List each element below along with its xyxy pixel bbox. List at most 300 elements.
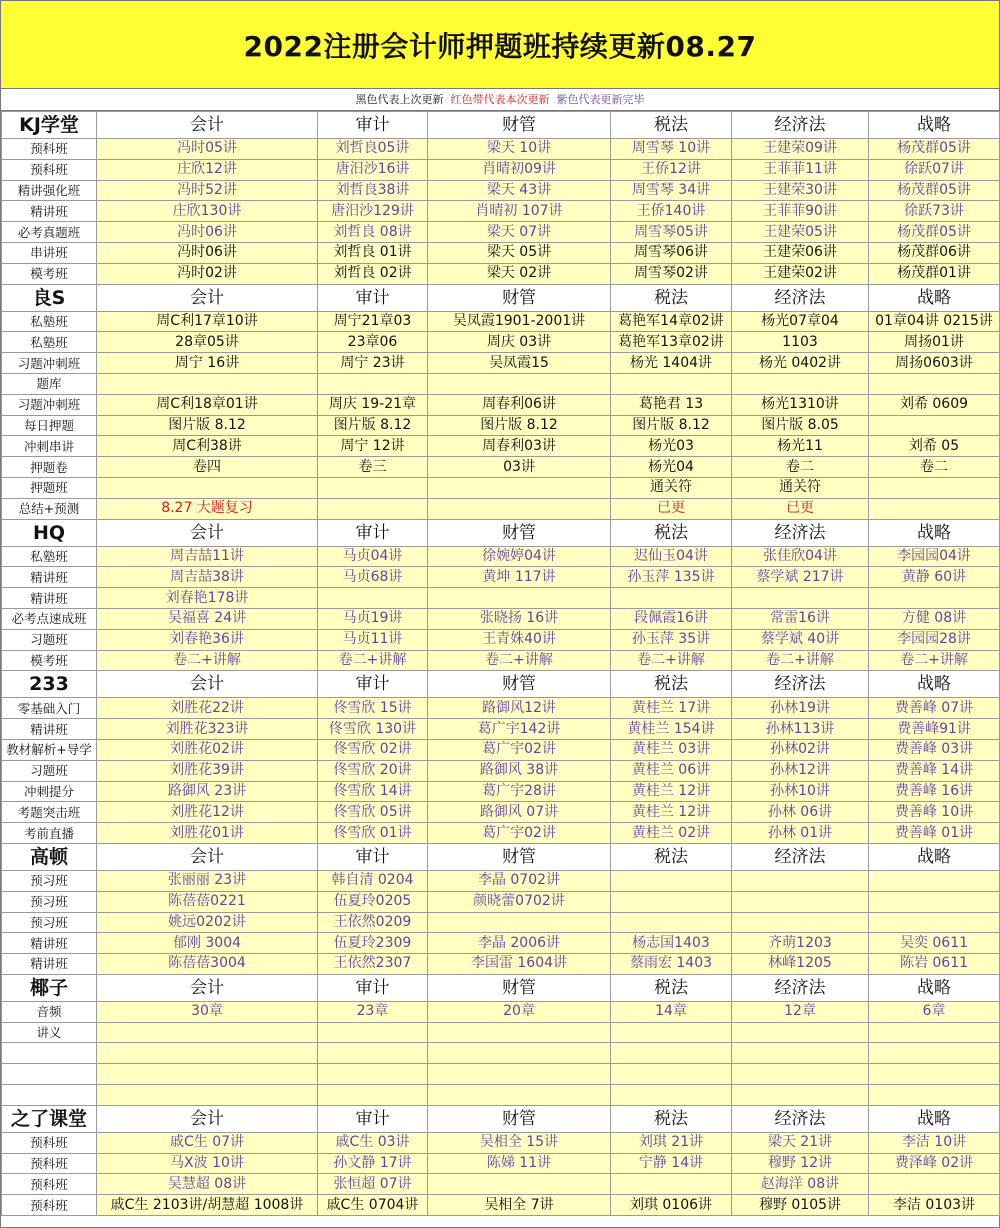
table-cell: 迟仙玉04讲 bbox=[611, 546, 732, 567]
table-row bbox=[2, 1064, 1000, 1085]
table-cell: 肖晴初 107讲 bbox=[428, 201, 611, 222]
table-cell bbox=[611, 1043, 732, 1064]
table-row bbox=[2, 933, 1000, 954]
table-row bbox=[2, 588, 1000, 609]
section-header-row bbox=[2, 284, 1000, 311]
table-cell: 刘希 0609 bbox=[869, 394, 1000, 415]
row-label: 押题卷 bbox=[2, 457, 97, 478]
subject-header: 税法 bbox=[611, 974, 732, 1001]
table-cell: 杨光11 bbox=[732, 436, 869, 457]
table-row bbox=[2, 1132, 1000, 1153]
table-cell bbox=[611, 891, 732, 912]
table-cell: 葛艳军14章02讲 bbox=[611, 311, 732, 332]
subject-header: 经济法 bbox=[732, 519, 869, 546]
table-cell: 王建荣05讲 bbox=[732, 222, 869, 243]
table-cell: 卷三 bbox=[318, 457, 428, 478]
table-cell: 28章05讲 bbox=[97, 332, 318, 353]
section-header-row bbox=[2, 843, 1000, 870]
subject-header: 财管 bbox=[428, 1105, 611, 1132]
table-cell: 赵海洋 08讲 bbox=[732, 1174, 869, 1195]
row-label: 精讲班 bbox=[2, 567, 97, 588]
table-cell: 周C利18章01讲 bbox=[97, 394, 318, 415]
table-cell: 佟雪欣 05讲 bbox=[318, 802, 428, 823]
subject-header: 战略 bbox=[869, 284, 1000, 311]
table-row bbox=[2, 608, 1000, 629]
section-header-row bbox=[2, 112, 1000, 139]
subject-header: 经济法 bbox=[732, 1105, 869, 1132]
table-cell: 费泽峰 02讲 bbox=[869, 1153, 1000, 1174]
row-label bbox=[2, 1043, 97, 1064]
table-cell: 杨茂群05讲 bbox=[869, 180, 1000, 201]
table-cell bbox=[428, 588, 611, 609]
table-row bbox=[2, 1153, 1000, 1174]
table-cell: 杨光07章04 bbox=[732, 311, 869, 332]
table-cell: 卷二+讲解 bbox=[869, 650, 1000, 671]
table-cell: 王菲菲90讲 bbox=[732, 201, 869, 222]
table-cell: 费善峰 10讲 bbox=[869, 802, 1000, 823]
table-row bbox=[2, 415, 1000, 436]
row-label: 精讲班 bbox=[2, 954, 97, 975]
table-cell: 李园园28讲 bbox=[869, 629, 1000, 650]
table-cell: 黄桂兰 17讲 bbox=[611, 698, 732, 719]
table-cell: 1103 bbox=[732, 332, 869, 353]
table-cell: 黄桂兰 12讲 bbox=[611, 781, 732, 802]
table-cell bbox=[869, 891, 1000, 912]
table-cell bbox=[732, 588, 869, 609]
subject-header: 审计 bbox=[318, 519, 428, 546]
table-cell bbox=[428, 1022, 611, 1043]
table-cell: 庄欣130讲 bbox=[97, 201, 318, 222]
table-cell bbox=[428, 912, 611, 933]
table-row bbox=[2, 477, 1000, 498]
row-label: 精讲班 bbox=[2, 719, 97, 740]
row-label: 必考点速成班 bbox=[2, 608, 97, 629]
table-cell bbox=[869, 870, 1000, 891]
table-cell: 伍夏玲0205 bbox=[318, 891, 428, 912]
row-label: 冲刺提分 bbox=[2, 781, 97, 802]
row-label: 预习班 bbox=[2, 870, 97, 891]
table-cell: 王依然2307 bbox=[318, 954, 428, 975]
table-cell: 刘胜花02讲 bbox=[97, 739, 318, 760]
table-row bbox=[2, 912, 1000, 933]
table-cell: 吴慧超 08讲 bbox=[97, 1174, 318, 1195]
table-cell: 孙林113讲 bbox=[732, 719, 869, 740]
legend-purple: 紫色代表更新完毕 bbox=[556, 93, 645, 106]
table-cell: 黄桂兰 12讲 bbox=[611, 802, 732, 823]
table-cell bbox=[611, 1174, 732, 1195]
table-row bbox=[2, 719, 1000, 740]
table-cell: 6章 bbox=[869, 1001, 1000, 1022]
table-cell: 梁天 21讲 bbox=[732, 1132, 869, 1153]
subject-header: 经济法 bbox=[732, 112, 869, 139]
subject-header: 审计 bbox=[318, 974, 428, 1001]
table-cell: 卷二+讲解 bbox=[97, 650, 318, 671]
table-cell: 20章 bbox=[428, 1001, 611, 1022]
table-cell: 陈岩 0611 bbox=[869, 954, 1000, 975]
table-cell: 01章04讲 0215讲 bbox=[869, 311, 1000, 332]
table-cell bbox=[97, 1064, 318, 1085]
table-cell: 伍夏玲2309 bbox=[318, 933, 428, 954]
table-cell: 王侨140讲 bbox=[611, 201, 732, 222]
table-cell bbox=[97, 477, 318, 498]
table-cell bbox=[318, 498, 428, 519]
table-cell: 费善峰91讲 bbox=[869, 719, 1000, 740]
table-cell bbox=[428, 1064, 611, 1085]
row-label: 预科班 bbox=[2, 1153, 97, 1174]
subject-header: 税法 bbox=[611, 1105, 732, 1132]
table-cell: 周雪琴 10讲 bbox=[611, 139, 732, 160]
table-cell: 吴相全 7讲 bbox=[428, 1195, 611, 1216]
table-cell: 孙林02讲 bbox=[732, 739, 869, 760]
table-cell: 周扬0603讲 bbox=[869, 353, 1000, 374]
table-row bbox=[2, 394, 1000, 415]
table-row bbox=[2, 222, 1000, 243]
row-label: 音频 bbox=[2, 1001, 97, 1022]
table-cell: 杨茂群05讲 bbox=[869, 222, 1000, 243]
table-row bbox=[2, 650, 1000, 671]
table-cell bbox=[732, 1022, 869, 1043]
table-cell: 周庆 03讲 bbox=[428, 332, 611, 353]
table-cell bbox=[318, 1064, 428, 1085]
table-cell: 齐萌1203 bbox=[732, 933, 869, 954]
table-row bbox=[2, 739, 1000, 760]
table-cell bbox=[318, 1022, 428, 1043]
table-row bbox=[2, 1001, 1000, 1022]
table-cell bbox=[869, 373, 1000, 394]
table-cell: 梁天 02讲 bbox=[428, 263, 611, 284]
table-cell: 冯时52讲 bbox=[97, 180, 318, 201]
table-row bbox=[2, 870, 1000, 891]
table-cell: 马X波 10讲 bbox=[97, 1153, 318, 1174]
row-label: 题库 bbox=[2, 373, 97, 394]
table-cell: 费善峰 03讲 bbox=[869, 739, 1000, 760]
table-cell: 周吉喆38讲 bbox=[97, 567, 318, 588]
color-legend bbox=[1, 89, 999, 111]
table-cell: 刘胜花323讲 bbox=[97, 719, 318, 740]
table-cell: 周庆 19-21章 bbox=[318, 394, 428, 415]
subject-header: 财管 bbox=[428, 974, 611, 1001]
table-row bbox=[2, 498, 1000, 519]
table-cell: 刘哲良05讲 bbox=[318, 139, 428, 160]
row-label: 预习班 bbox=[2, 891, 97, 912]
table-cell: 黄桂兰 02讲 bbox=[611, 823, 732, 844]
row-label: 预科班 bbox=[2, 1132, 97, 1153]
subject-header: 会计 bbox=[97, 974, 318, 1001]
section-header-row bbox=[2, 974, 1000, 1001]
table-cell: 马贞11讲 bbox=[318, 629, 428, 650]
table-cell: 刘春艳178讲 bbox=[97, 588, 318, 609]
table-cell: 张佳欣04讲 bbox=[732, 546, 869, 567]
table-cell: 韩自清 0204 bbox=[318, 870, 428, 891]
table-row bbox=[2, 1174, 1000, 1195]
subject-header: 税法 bbox=[611, 284, 732, 311]
table-cell: 路御风12讲 bbox=[428, 698, 611, 719]
table-cell: 冯时06讲 bbox=[97, 222, 318, 243]
table-cell bbox=[869, 415, 1000, 436]
table-cell: 周宁 12讲 bbox=[318, 436, 428, 457]
table-cell: 吴凤霞15 bbox=[428, 353, 611, 374]
section-header-row bbox=[2, 671, 1000, 698]
table-cell: 刘哲良 08讲 bbox=[318, 222, 428, 243]
subject-header: 战略 bbox=[869, 519, 1000, 546]
table-cell bbox=[869, 912, 1000, 933]
table-cell: 马贞68讲 bbox=[318, 567, 428, 588]
table-cell: 穆野 12讲 bbox=[732, 1153, 869, 1174]
row-label: 习题冲刺班 bbox=[2, 353, 97, 374]
table-cell: 王侨12讲 bbox=[611, 159, 732, 180]
legend-red: 红色带代表本次更新 bbox=[450, 93, 550, 106]
table-cell: 通关符 bbox=[611, 477, 732, 498]
subject-header: 财管 bbox=[428, 112, 611, 139]
row-label: 押题班 bbox=[2, 477, 97, 498]
table-cell: 李洁 0103讲 bbox=[869, 1195, 1000, 1216]
table-cell: 23章06 bbox=[318, 332, 428, 353]
row-label: 精讲班 bbox=[2, 201, 97, 222]
table-cell: 佟雪欣 02讲 bbox=[318, 739, 428, 760]
table-row bbox=[2, 567, 1000, 588]
subject-header: 经济法 bbox=[732, 974, 869, 1001]
row-label: 习题班 bbox=[2, 760, 97, 781]
table-cell: 杨茂群06讲 bbox=[869, 242, 1000, 263]
table-cell: 周C利38讲 bbox=[97, 436, 318, 457]
table-cell: 黄桂兰 03讲 bbox=[611, 739, 732, 760]
table-cell bbox=[428, 1043, 611, 1064]
subject-header: 税法 bbox=[611, 519, 732, 546]
table-cell: 吴凤霞1901-2001讲 bbox=[428, 311, 611, 332]
table-cell bbox=[869, 1085, 1000, 1106]
table-cell: 图片版 8.12 bbox=[318, 415, 428, 436]
table-cell: 马贞04讲 bbox=[318, 546, 428, 567]
row-label: 模考班 bbox=[2, 263, 97, 284]
table-cell bbox=[869, 1064, 1000, 1085]
table-cell bbox=[611, 912, 732, 933]
table-cell: 常雷16讲 bbox=[732, 608, 869, 629]
table-cell bbox=[97, 1043, 318, 1064]
table-cell bbox=[318, 477, 428, 498]
table-cell bbox=[97, 373, 318, 394]
table-cell: 路御风 38讲 bbox=[428, 760, 611, 781]
table-cell bbox=[732, 891, 869, 912]
table-row bbox=[2, 629, 1000, 650]
table-row bbox=[2, 242, 1000, 263]
table-cell: 卷二+讲解 bbox=[732, 650, 869, 671]
table-cell: 张丽丽 23讲 bbox=[97, 870, 318, 891]
table-cell: 周雪琴 34讲 bbox=[611, 180, 732, 201]
table-cell: 王建荣30讲 bbox=[732, 180, 869, 201]
table-cell: 图片版 8.12 bbox=[97, 415, 318, 436]
row-label: 总结+预测 bbox=[2, 498, 97, 519]
subject-header: 审计 bbox=[318, 843, 428, 870]
subject-header: 战略 bbox=[869, 112, 1000, 139]
table-cell: 佟雪欣 130讲 bbox=[318, 719, 428, 740]
table-cell: 刘胜花12讲 bbox=[97, 802, 318, 823]
subject-header: 财管 bbox=[428, 843, 611, 870]
table-cell: 费善峰 14讲 bbox=[869, 760, 1000, 781]
table-cell: 已更 bbox=[732, 498, 869, 519]
section-org-name: 良S bbox=[2, 284, 97, 311]
table-cell: 卷四 bbox=[97, 457, 318, 478]
table-cell: 14章 bbox=[611, 1001, 732, 1022]
row-label: 零基础入门 bbox=[2, 698, 97, 719]
row-label: 考前直播 bbox=[2, 823, 97, 844]
table-cell: 卷二 bbox=[869, 457, 1000, 478]
table-row bbox=[2, 698, 1000, 719]
section-org-name: 之了课堂 bbox=[2, 1105, 97, 1132]
course-table-body bbox=[2, 112, 1000, 1216]
table-cell: 葛广宇142讲 bbox=[428, 719, 611, 740]
sheet-title: 2022注册会计师押题班持续更新08.27 bbox=[1, 1, 999, 89]
table-cell: 蔡雨宏 1403 bbox=[611, 954, 732, 975]
table-cell: 马贞19讲 bbox=[318, 608, 428, 629]
table-cell: 费善峰 07讲 bbox=[869, 698, 1000, 719]
row-label: 习题班 bbox=[2, 629, 97, 650]
table-cell bbox=[318, 588, 428, 609]
subject-header: 经济法 bbox=[732, 671, 869, 698]
table-cell: 孙玉萍 35讲 bbox=[611, 629, 732, 650]
table-cell: 刘希 05 bbox=[869, 436, 1000, 457]
table-cell: 蔡学斌 40讲 bbox=[732, 629, 869, 650]
table-cell: 孙林10讲 bbox=[732, 781, 869, 802]
subject-header: 税法 bbox=[611, 671, 732, 698]
table-cell: 庄欣12讲 bbox=[97, 159, 318, 180]
table-row bbox=[2, 1022, 1000, 1043]
table-cell: 黄坤 117讲 bbox=[428, 567, 611, 588]
table-cell bbox=[611, 1022, 732, 1043]
subject-header: 会计 bbox=[97, 112, 318, 139]
table-cell: 刘哲良 01讲 bbox=[318, 242, 428, 263]
row-label: 预科班 bbox=[2, 1195, 97, 1216]
table-cell: 陈娣 11讲 bbox=[428, 1153, 611, 1174]
section-org-name: 高顿 bbox=[2, 843, 97, 870]
row-label bbox=[2, 1064, 97, 1085]
table-row bbox=[2, 353, 1000, 374]
table-row bbox=[2, 201, 1000, 222]
table-cell: 李洁 10讲 bbox=[869, 1132, 1000, 1153]
section-header-row bbox=[2, 1105, 1000, 1132]
table-cell: 费善峰 01讲 bbox=[869, 823, 1000, 844]
section-org-name: HQ bbox=[2, 519, 97, 546]
row-label: 教材解析+导学 bbox=[2, 739, 97, 760]
table-cell bbox=[869, 1174, 1000, 1195]
table-cell: 杨光1310讲 bbox=[732, 394, 869, 415]
table-cell bbox=[97, 1085, 318, 1106]
table-row bbox=[2, 1043, 1000, 1064]
table-cell: 李国雷 1604讲 bbox=[428, 954, 611, 975]
table-cell: 唐汨沙129讲 bbox=[318, 201, 428, 222]
table-cell bbox=[428, 1174, 611, 1195]
table-cell: 姚远0202讲 bbox=[97, 912, 318, 933]
row-label: 预科班 bbox=[2, 139, 97, 160]
table-cell: 吴福喜 24讲 bbox=[97, 608, 318, 629]
legend-black: 黑色代表上次更新 bbox=[355, 93, 444, 106]
row-label: 预习班 bbox=[2, 912, 97, 933]
table-cell: 冯时06讲 bbox=[97, 242, 318, 263]
table-cell: 张晓扬 16讲 bbox=[428, 608, 611, 629]
subject-header: 战略 bbox=[869, 671, 1000, 698]
subject-header: 审计 bbox=[318, 671, 428, 698]
table-cell: 王建荣02讲 bbox=[732, 263, 869, 284]
table-cell: 孙林 06讲 bbox=[732, 802, 869, 823]
row-label: 模考班 bbox=[2, 650, 97, 671]
table-cell: 孙林 01讲 bbox=[732, 823, 869, 844]
table-cell: 通关符 bbox=[732, 477, 869, 498]
table-cell: 卷二+讲解 bbox=[428, 650, 611, 671]
table-cell: 孙玉萍 135讲 bbox=[611, 567, 732, 588]
table-cell bbox=[611, 373, 732, 394]
table-cell: 刘胜花39讲 bbox=[97, 760, 318, 781]
table-cell: 黄静 60讲 bbox=[869, 567, 1000, 588]
table-cell: 戚C生 07讲 bbox=[97, 1132, 318, 1153]
table-cell bbox=[869, 477, 1000, 498]
subject-header: 战略 bbox=[869, 1105, 1000, 1132]
table-cell bbox=[428, 498, 611, 519]
table-cell: 梁天 43讲 bbox=[428, 180, 611, 201]
table-cell: 葛广宇28讲 bbox=[428, 781, 611, 802]
table-cell: 杨光 1404讲 bbox=[611, 353, 732, 374]
table-cell: 戚C生 03讲 bbox=[318, 1132, 428, 1153]
table-cell: 杨志国1403 bbox=[611, 933, 732, 954]
table-cell: 孙林19讲 bbox=[732, 698, 869, 719]
table-row bbox=[2, 1085, 1000, 1106]
table-cell: 戚C生 2103讲/胡慧超 1008讲 bbox=[97, 1195, 318, 1216]
table-cell: 图片版 8.12 bbox=[611, 415, 732, 436]
course-table bbox=[1, 111, 1000, 1216]
subject-header: 经济法 bbox=[732, 284, 869, 311]
table-cell: 周雪琴06讲 bbox=[611, 242, 732, 263]
table-cell: 杨茂群01讲 bbox=[869, 263, 1000, 284]
row-label: 精讲强化班 bbox=[2, 180, 97, 201]
table-cell: 黄桂兰 06讲 bbox=[611, 760, 732, 781]
table-cell: 王依然0209 bbox=[318, 912, 428, 933]
table-cell: 王菲菲11讲 bbox=[732, 159, 869, 180]
table-cell: 23章 bbox=[318, 1001, 428, 1022]
section-header-row bbox=[2, 519, 1000, 546]
table-cell: 王青姝40讲 bbox=[428, 629, 611, 650]
table-cell: 周宁 16讲 bbox=[97, 353, 318, 374]
table-cell: 葛艳君 13 bbox=[611, 394, 732, 415]
table-cell: 杨光 0402讲 bbox=[732, 353, 869, 374]
table-row bbox=[2, 332, 1000, 353]
row-label bbox=[2, 1085, 97, 1106]
table-cell: 吴相全 15讲 bbox=[428, 1132, 611, 1153]
subject-header: 税法 bbox=[611, 112, 732, 139]
table-cell: 周吉喆11讲 bbox=[97, 546, 318, 567]
row-label: 预科班 bbox=[2, 1174, 97, 1195]
table-cell: 颜晓蕾0702讲 bbox=[428, 891, 611, 912]
table-cell: 徐跃07讲 bbox=[869, 159, 1000, 180]
table-cell: 王建荣06讲 bbox=[732, 242, 869, 263]
table-cell: 葛艳军13章02讲 bbox=[611, 332, 732, 353]
section-org-name: 椰子 bbox=[2, 974, 97, 1001]
table-cell: 卷二+讲解 bbox=[611, 650, 732, 671]
table-row bbox=[2, 1195, 1000, 1216]
table-row bbox=[2, 891, 1000, 912]
table-row bbox=[2, 180, 1000, 201]
table-cell: 陈蓓蓓3004 bbox=[97, 954, 318, 975]
table-row bbox=[2, 311, 1000, 332]
table-cell: 黄桂兰 154讲 bbox=[611, 719, 732, 740]
table-cell: 周春利03讲 bbox=[428, 436, 611, 457]
table-row bbox=[2, 954, 1000, 975]
table-cell bbox=[97, 1022, 318, 1043]
table-cell: 戚C生 0704讲 bbox=[318, 1195, 428, 1216]
table-cell bbox=[611, 1064, 732, 1085]
table-cell: 段佩霞16讲 bbox=[611, 608, 732, 629]
table-cell: 12章 bbox=[732, 1001, 869, 1022]
table-cell: 佟雪欣 14讲 bbox=[318, 781, 428, 802]
table-cell: 刘琪 0106讲 bbox=[611, 1195, 732, 1216]
row-label: 预科班 bbox=[2, 159, 97, 180]
